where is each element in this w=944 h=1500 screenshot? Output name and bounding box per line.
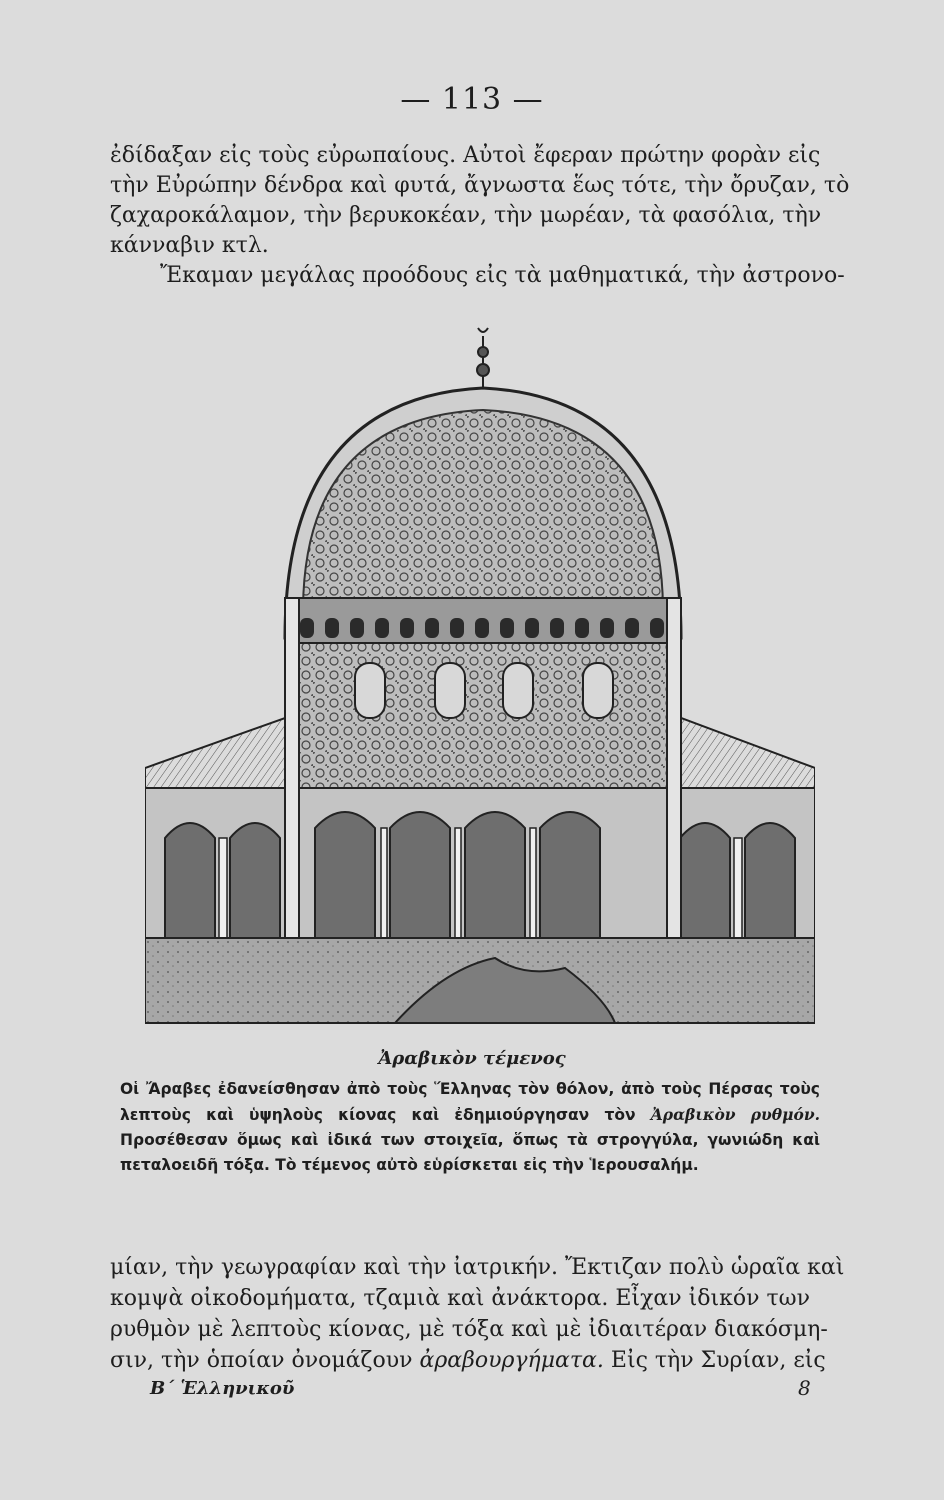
footer-sheet-number: 8	[798, 1376, 811, 1400]
text-line	[110, 1345, 870, 1376]
italic-term: ἀραβουργήματα.	[419, 1348, 604, 1373]
text-line: κάνναβιν κτλ.	[110, 233, 269, 258]
caption-text-end: Προσέθεσαν ὅμως καὶ ἰδικά των στοιχεῖα, ὅπως τὰ στρογγύλα, γωνιώδη καὶ πεταλοειδῆ τόξα. Τὸ τέμενος αὐτὸ εὑρίσκεται εἰς τὴν Ἱερουσαλήμ.	[120, 1131, 820, 1174]
left-pier	[285, 598, 299, 938]
caption-text-start: Οἱ Ἄραβες ἐδανείσθησαν ἀπὸ τοὺς Ἕλληνας τὸν θόλον, ἀπὸ τοὺς Πέρσας τοὺς λεπτοὺς καὶ ὑψηλοὺς κίονας καὶ ἐδημιούργησαν τὸν	[120, 1080, 820, 1124]
text-line: τὴν Εὐρώπην δένδρα καὶ φυτά, ἄγνωστα ἕως τότε, τὴν ὄρυζαν, τὸ	[110, 173, 850, 198]
text-line: ἐδίδαξαν εἰς τοὺς εὐρωπαίους. Αὐτοὶ ἔφεραν πρώτην φορὰν εἰς	[110, 143, 821, 168]
right-pier	[667, 598, 681, 938]
left-roof	[145, 718, 285, 788]
text-line: ζαχαροκάλαμον, τὴν βερυκοκέαν, τὴν μωρέαν, τὰ φασόλια, τὴν	[110, 203, 822, 228]
page-number: — 113 —	[400, 82, 544, 117]
footer-signature: Β΄ Ἑλληνικοῦ	[150, 1378, 295, 1399]
drum-wall	[285, 643, 681, 793]
text-line: Ἔκαμαν μεγάλας προόδους εἰς τὰ μαθηματικά, τὴν ἀστρονο-	[160, 263, 845, 288]
text-span: σιν, τὴν ὁποίαν ὀνομάζουν	[110, 1348, 413, 1373]
text-line: κομψὰ οἰκοδομήματα, τζαμιὰ καὶ ἀνάκτορα. Εἶχαν ἰδικόν των	[110, 1286, 810, 1311]
right-roof	[681, 718, 815, 788]
figure-caption-title: Ἀραβικὸν τέμενος	[378, 1048, 566, 1069]
text-line: μίαν, τὴν γεωγραφίαν καὶ τὴν ἰατρικήν. Ἔκτιζαν πολὺ ὡραῖα καὶ	[110, 1255, 845, 1280]
caption-italic-term: Ἀραβικὸν ρυθμόν.	[650, 1105, 820, 1124]
arcade-arches	[165, 812, 795, 938]
dome-finial	[477, 328, 489, 388]
mosque-cross-section-illustration	[145, 318, 815, 1038]
drum-arches	[300, 618, 664, 638]
text-line: ρυθμὸν μὲ λεπτοὺς κίονας, μὲ τόξα καὶ μὲ ἰδιαιτέραν διακόσμη-	[110, 1317, 828, 1342]
bottom-text-block	[110, 1252, 870, 1376]
text-span: Εἰς τὴν Συρίαν, εἰς	[610, 1348, 826, 1373]
figure-caption-text	[120, 1077, 820, 1178]
top-text-block	[110, 141, 870, 291]
